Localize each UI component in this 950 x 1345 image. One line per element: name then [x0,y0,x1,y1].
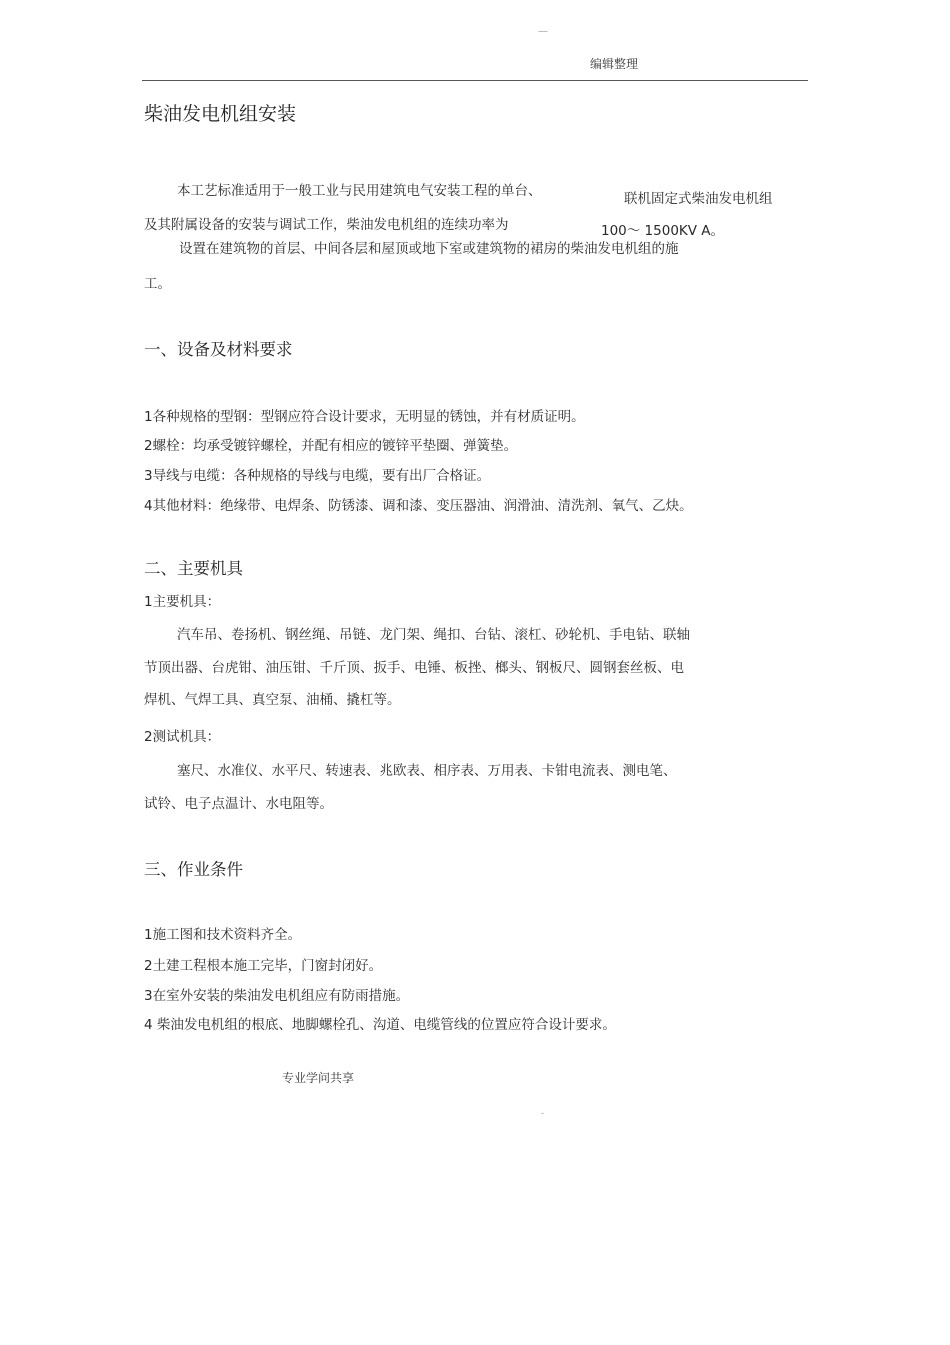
intro-line-2: 及其附属设备的安装与调试工作，柴油发电机组的连续功率为 [144,217,509,233]
list-item-text: 各种规格的型钢：型钢应符合设计要求，无明显的锈蚀，并有材质证明。 [152,409,585,425]
section-2-heading: 二、主要机具 [144,559,243,578]
subsection-label [144,590,220,610]
header-note: 编辑整理 [590,57,639,71]
subsection-number: 1 [144,594,153,610]
document-title: 柴油发电机组安装 [144,103,297,125]
list-item-text: 螺栓：均承受镀锌螺栓，并配有相应的镀锌平垫圈、弹簧垫。 [152,438,518,454]
subsection-label [144,725,220,745]
footer-note: 专业学问共享 [282,1071,355,1085]
subsection-text: 主要机具： [152,594,221,610]
subsection-text: 测试机具： [152,729,221,745]
list-item-text: 导线与电缆：各种规格的导线与电缆，要有出厂合格证。 [152,468,491,484]
list-item [144,464,490,484]
list-item-number: 3 [144,468,153,484]
list-item-number: 4 [144,498,153,514]
subsection-number: 2 [144,729,153,745]
list-item [144,954,382,974]
section-1-heading: 一、设备及材料要求 [144,340,293,359]
list-item-number: 2 [144,438,153,454]
list-item [144,1013,616,1033]
list-item [144,494,693,514]
list-item-text: 在室外安装的柴油发电机组应有防雨措施。 [152,988,410,1004]
intro-line-2-side: 100～ 1500KV A。 [601,223,725,239]
list-item-number: 3 [144,988,153,1004]
bottom-dash-mark: - [541,1109,545,1119]
list-item-number: 4 [144,1017,153,1033]
header-rule [142,80,808,81]
list-item-text: 土建工程根本施工完毕，门窗封闭好。 [152,958,383,974]
list-item [144,923,301,943]
top-dash-mark: — [538,26,548,37]
list-item [144,405,585,425]
test-tools-line-2: 试铃、电子点温计、水电阻等。 [144,796,333,812]
section-3-heading: 三、作业条件 [144,860,243,879]
list-item [144,984,409,1004]
intro-line-1: 本工艺标准适用于一般工业与民用建筑电气安装工程的单台、 [177,183,542,199]
tools-line-2: 节顶出器、台虎钳、油压钳、千斤顶、扳手、电锤、板挫、榔头、钢板尺、圆钢套丝板、电 [144,660,684,676]
test-tools-line-1: 塞尺、水准仪、水平尺、转速表、兆欧表、相序表、万用表、卡钳电流表、测电笔、 [177,763,677,779]
intro-line-4: 工。 [144,276,171,292]
list-item [144,434,517,454]
intro-line-3: 设置在建筑物的首层、中间各层和屋顶或地下室或建筑物的裙房的柴油发电机组的施 [179,241,679,257]
tools-line-3: 焊机、气焊工具、真空泵、油桶、撬杠等。 [144,692,401,708]
tools-line-1: 汽车吊、卷扬机、钢丝绳、吊链、龙门架、绳扣、台钻、滚杠、砂轮机、手电钻、联轴 [177,627,690,643]
intro-line-1-side: 联机固定式柴油发电机组 [624,191,773,207]
list-item-text: 其他材料：绝缘带、电焊条、防锈漆、调和漆、变压器油、润滑油、清洗剂、氧气、乙炔。 [152,498,693,514]
list-item-text: 柴油发电机组的根底、地脚螺栓孔、沟道、电缆管线的位置应符合设计要求。 [152,1017,616,1033]
list-item-number: 2 [144,958,153,974]
list-item-number: 1 [144,927,153,943]
list-item-text: 施工图和技术资料齐全。 [152,927,302,943]
list-item-number: 1 [144,409,153,425]
